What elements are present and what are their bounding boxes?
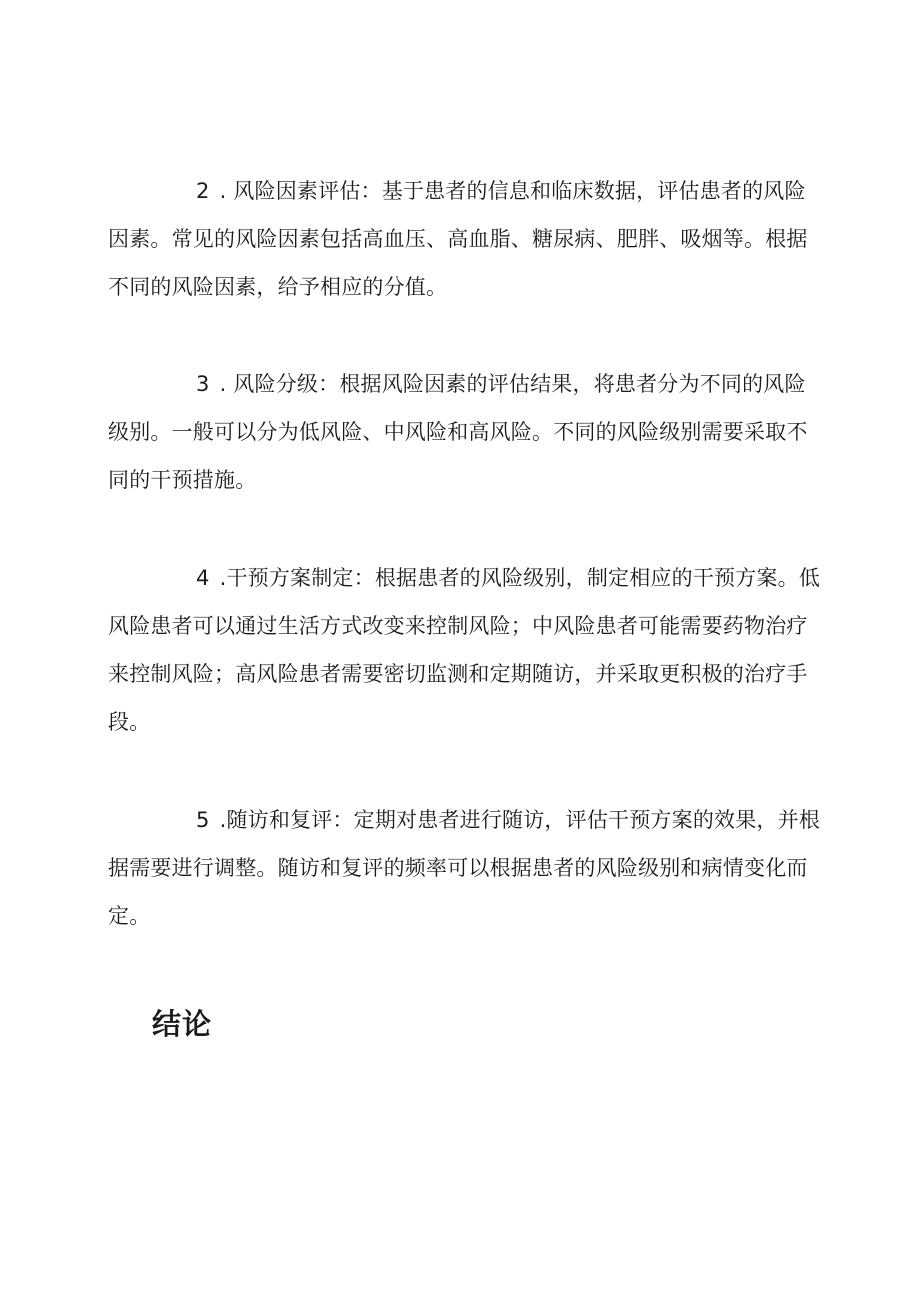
paragraph-text: . 风险因素评估：基于患者的信息和临床数据，评估患者的风险因素。常见的风险因素包括高血压、高血脂、糖尿病、肥胖、吸烟等。根据不同的风险因素，给予相应的分值。 — [108, 179, 808, 299]
paragraph-number: 5 — [196, 808, 210, 832]
paragraph-number: 2 — [196, 179, 210, 203]
paragraph-number: 4 — [196, 566, 210, 590]
paragraph-number: 3 — [196, 372, 210, 396]
paragraph-text: .随访和复评：定期对患者进行随访，评估干预方案的效果，并根据需要进行调整。随访和复评的频率可以根据患者的风险级别和病情变化而定。 — [108, 808, 821, 928]
paragraph-follow-up-reassessment — [108, 796, 823, 940]
paragraph-risk-factor-assessment — [108, 167, 823, 311]
section-heading-conclusion: 结论 — [152, 1007, 213, 1041]
paragraph-intervention-plan — [108, 554, 823, 746]
paragraph-text: .干预方案制定：根据患者的风险级别，制定相应的干预方案。低风险患者可以通过生活方式改变来控制风险；中风险患者可能需要药物治疗来控制风险；高风险患者需要密切监测和定期随访，并采取更积极的治疗手段。 — [108, 566, 821, 734]
paragraph-risk-grading — [108, 360, 823, 504]
paragraph-text: . 风险分级：根据风险因素的评估结果，将患者分为不同的风险级别。一般可以分为低风险、中风险和高风险。不同的风险级别需要采取不同的干预措施。 — [108, 372, 808, 492]
